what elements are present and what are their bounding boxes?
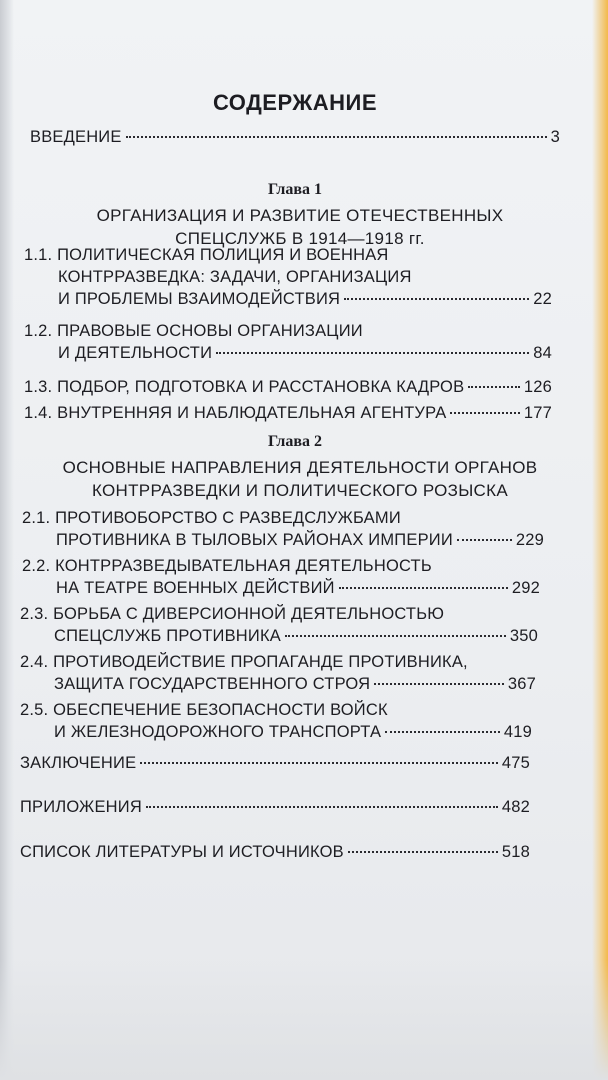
section-number: 2.1. bbox=[22, 509, 51, 527]
toc-entry-2-5 bbox=[20, 699, 532, 743]
section-title-line: ВНУТРЕННЯЯ И НАБЛЮДАТЕЛЬНАЯ АГЕНТУРА bbox=[57, 404, 447, 422]
book-cover-edge bbox=[592, 0, 608, 1080]
toc-page-number: 229 bbox=[515, 531, 544, 549]
toc-page-number: 3 bbox=[550, 128, 560, 146]
toc-entry-label: ВВЕДЕНИЕ bbox=[30, 128, 122, 146]
section-title-line: И ЖЕЛЕЗНОДОРОЖНОГО ТРАНСПОРТА bbox=[54, 723, 382, 741]
dot-leader bbox=[216, 352, 529, 354]
toc-entry-2-3 bbox=[20, 603, 538, 647]
page-bottom-shadow bbox=[0, 960, 608, 1080]
dot-leader bbox=[344, 298, 529, 300]
toc-page-number: 292 bbox=[511, 579, 540, 597]
toc-page-number: 350 bbox=[509, 627, 538, 645]
section-title-line: КОНТРРАЗВЕДЫВАТЕЛЬНАЯ ДЕЯТЕЛЬНОСТЬ bbox=[55, 557, 432, 575]
toc-entry-label: ЗАКЛЮЧЕНИЕ bbox=[20, 754, 137, 772]
section-number: 2.5. bbox=[20, 701, 49, 719]
chapter-2-label: Глава 2 bbox=[268, 433, 322, 450]
toc-entry-label: СПИСОК ЛИТЕРАТУРЫ И ИСТОЧНИКОВ bbox=[20, 843, 344, 861]
chapter-2-title-line-1: ОСНОВНЫЕ НАПРАВЛЕНИЯ ДЕЯТЕЛЬНОСТИ ОРГАНОВ bbox=[62, 458, 538, 477]
section-number: 2.2. bbox=[22, 557, 51, 575]
toc-entry-1-1 bbox=[24, 244, 552, 310]
section-title-line: СПЕЦСЛУЖБ ПРОТИВНИКА bbox=[54, 627, 281, 645]
toc-entry-2-2 bbox=[22, 555, 540, 599]
dot-leader bbox=[450, 412, 519, 414]
toc-page-number: 84 bbox=[533, 344, 552, 362]
toc-page-number: 518 bbox=[501, 843, 530, 861]
toc-entry-2-4 bbox=[20, 651, 536, 695]
toc-page-number: 126 bbox=[523, 378, 552, 396]
section-title-line: НА ТЕАТРЕ ВОЕННЫХ ДЕЙСТВИЙ bbox=[56, 579, 335, 597]
dot-leader bbox=[457, 539, 512, 541]
section-number: 1.1. bbox=[24, 246, 53, 264]
toc-entry-1-3 bbox=[24, 376, 552, 398]
section-number: 2.3. bbox=[20, 605, 49, 623]
chapter-1-label: Глава 1 bbox=[268, 181, 322, 198]
dot-leader bbox=[348, 851, 498, 853]
section-title-line: КОНТРРАЗВЕДКА: ЗАДАЧИ, ОРГАНИЗАЦИЯ bbox=[58, 268, 412, 286]
section-number: 1.4. bbox=[24, 404, 53, 422]
toc-page-number: 177 bbox=[523, 404, 552, 422]
section-title-line: ОБЕСПЕЧЕНИЕ БЕЗОПАСНОСТИ ВОЙСК bbox=[53, 701, 388, 719]
chapter-2-title-line-2: КОНТРРАЗВЕДКИ И ПОЛИТИЧЕСКОГО РОЗЫСКА bbox=[92, 481, 508, 500]
toc-entry-1-2 bbox=[24, 320, 552, 364]
dot-leader bbox=[140, 762, 498, 764]
section-number: 1.2. bbox=[24, 322, 53, 340]
dot-leader bbox=[146, 806, 498, 808]
page-gutter-shadow bbox=[0, 0, 14, 1080]
toc-entry-label: ПРИЛОЖЕНИЯ bbox=[20, 798, 142, 816]
section-title-line: ПОЛИТИЧЕСКАЯ ПОЛИЦИЯ И ВОЕННАЯ bbox=[57, 246, 389, 264]
section-title-line: ПОДБОР, ПОДГОТОВКА И РАССТАНОВКА КАДРОВ bbox=[57, 378, 465, 396]
section-number: 2.4. bbox=[20, 653, 49, 671]
toc-entry-bibliography bbox=[20, 841, 530, 863]
section-title-line: И ДЕЯТЕЛЬНОСТИ bbox=[58, 344, 213, 362]
toc-entry-appendices bbox=[20, 796, 530, 818]
toc-entry-1-4 bbox=[24, 402, 552, 424]
toc-page-number: 22 bbox=[533, 290, 552, 308]
toc-entry-2-1 bbox=[22, 507, 544, 551]
chapter-1-title-line-1: ОРГАНИЗАЦИЯ И РАЗВИТИЕ ОТЕЧЕСТВЕННЫХ bbox=[96, 206, 504, 225]
toc-page-number: 367 bbox=[507, 675, 536, 693]
dot-leader bbox=[374, 683, 504, 685]
section-title-line: ПРАВОВЫЕ ОСНОВЫ ОРГАНИЗАЦИИ bbox=[57, 322, 363, 340]
section-title-line: ПРОТИВНИКА В ТЫЛОВЫХ РАЙОНАХ ИМПЕРИИ bbox=[56, 531, 453, 549]
dot-leader bbox=[468, 386, 520, 388]
chapter-1-title-line-2: СПЕЦСЛУЖБ В 1914—1918 гг. bbox=[175, 229, 425, 248]
dot-leader bbox=[385, 731, 500, 733]
dot-leader bbox=[285, 635, 506, 637]
section-number: 1.3. bbox=[24, 378, 53, 396]
section-title-line: И ПРОБЛЕМЫ ВЗАИМОДЕЙСТВИЯ bbox=[58, 290, 341, 308]
toc-page-number: 475 bbox=[501, 754, 530, 772]
toc-page-number: 419 bbox=[503, 723, 532, 741]
toc-entry-conclusion bbox=[20, 752, 530, 774]
section-title-line: ПРОТИВОДЕЙСТВИЕ ПРОПАГАНДЕ ПРОТИВНИКА, bbox=[53, 653, 468, 671]
dot-leader bbox=[126, 136, 547, 138]
toc-title: СОДЕРЖАНИЕ bbox=[212, 90, 378, 115]
section-title-line: БОРЬБА С ДИВЕРСИОННОЙ ДЕЯТЕЛЬНОСТЬЮ bbox=[53, 605, 445, 623]
chapter-2-title bbox=[20, 456, 580, 502]
toc-page-number: 482 bbox=[501, 798, 530, 816]
dot-leader bbox=[339, 587, 508, 589]
section-title-line: ПРОТИВОБОРСТВО С РАЗВЕДСЛУЖБАМИ bbox=[55, 509, 401, 527]
section-title-line: ЗАЩИТА ГОСУДАРСТВЕННОГО СТРОЯ bbox=[54, 675, 371, 693]
toc-entry-intro bbox=[30, 126, 560, 148]
